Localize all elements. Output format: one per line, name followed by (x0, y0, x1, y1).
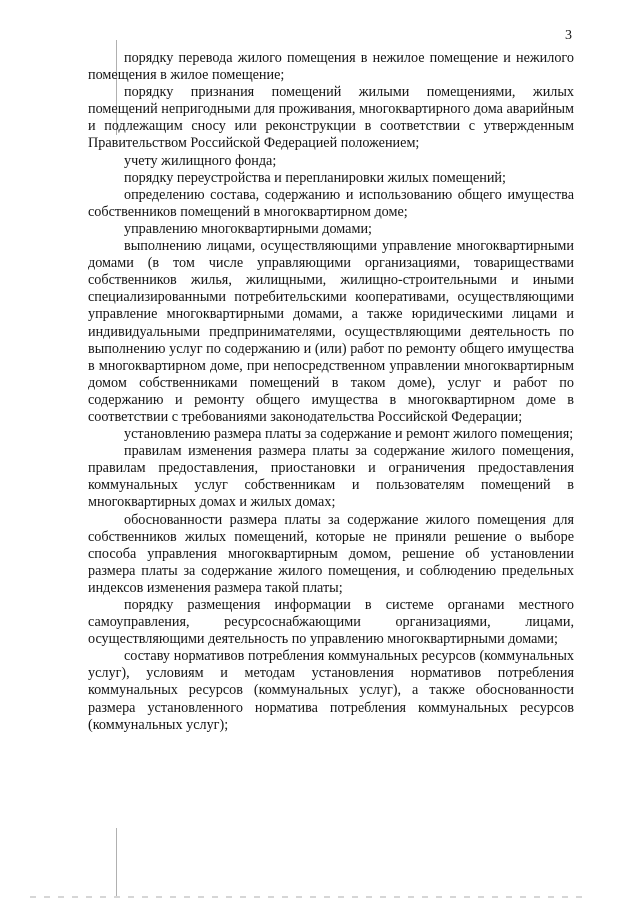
page-number: 3 (565, 28, 572, 43)
paragraph: порядку признания помещений жилыми помещениями, жилых помещений непригодными для проживания, многоквартирного дома аварийным и подлежащим сносу или реконструкции в соответствии с утвержденным Правительством Российской Федерацией положением; (88, 84, 574, 152)
paragraph: правилам изменения размера платы за содержание жилого помещения, правилам предоставления, приостановки и ограничения предоставления коммунальных услуг собственникам и пользователям помещений в многоквартирных домах и жилых домах; (88, 443, 574, 511)
paragraph: учету жилищного фонда; (124, 152, 277, 169)
scan-artifact-strip (30, 896, 590, 898)
document-body (88, 50, 574, 734)
paragraph: составу нормативов потребления коммунальных ресурсов (коммунальных услуг), условиям и методам установления нормативов потребления коммунальных ресурсов (коммунальных услуг), а также обоснованности размера установленного норматива потребления коммунальных ресурсов (коммунальных услуг); (88, 648, 574, 733)
paragraph: порядку размещения информации в системе органами местного самоуправления, ресурсоснабжающими организациями, лицами, осуществляющими деятельность по управлению многоквартирными домами; (88, 597, 574, 648)
paragraph: порядку перевода жилого помещения в нежилое помещение и нежилого помещения в жилое помещение; (88, 50, 574, 84)
paragraph: установлению размера платы за содержание и ремонт жилого помещения; (124, 426, 574, 443)
paragraph: выполнению лицами, осуществляющими управление многоквартирными домами (в том числе управляющими организациями, товариществами собственников жилья, жилищными, жилищно-строительными и иными специализированными потребительскими кооперативами, осуществляющими управление многоквартирными домами, а также юридическими лицами и индивидуальными предпринимателями, осуществляющими деятельность по выполнению услуг по содержанию и (или) работ по ремонту общего имущества в многоквартирном доме, при непосредственном управлении многоквартирным домом собственниками помещений в таком доме), услуг и работ по содержанию и ремонту общего имущества в многоквартирном доме в соответствии с требованиями законодательства Российской Федерации; (88, 238, 574, 425)
paragraph: обоснованности размера платы за содержание жилого помещения для собственников жилых помещений, которые не приняли решение о выборе способа управления многоквартирным домом, решение об установлении размера платы за содержание жилого помещения, и соблюдению предельных индексов изменения размера такой платы; (88, 511, 574, 596)
paragraph: управлению многоквартирными домами; (124, 220, 372, 237)
paragraph: порядку переустройства и перепланировки жилых помещений; (124, 169, 506, 186)
paragraph: определению состава, содержанию и использованию общего имущества собственников помещений в многоквартирном доме; (88, 186, 574, 220)
scan-edge-mark-bottom (116, 828, 117, 898)
